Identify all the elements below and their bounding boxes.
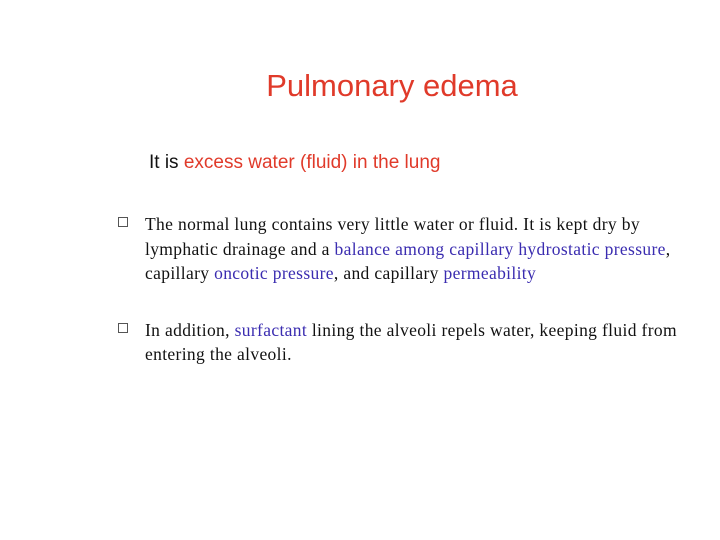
bullet-highlight: permeability	[443, 263, 537, 284]
bullet-highlight: surfactant	[234, 319, 308, 340]
bullet-highlight: balance among capillary hydrostatic pressure	[334, 238, 666, 259]
bullet-list	[118, 212, 708, 367]
bullet-text: , and capillary	[333, 263, 444, 284]
square-bullet-icon	[118, 323, 128, 333]
subtitle-prefix: It is	[149, 152, 184, 173]
subtitle-highlight: excess water (fluid) in the lung	[183, 152, 441, 173]
bullet-text: lining the alveoli repels water, keeping fluid from entering the alveoli.	[145, 319, 677, 365]
square-bullet-icon	[118, 217, 128, 227]
bullet-item-normal-lung	[118, 212, 708, 286]
bullet-item-surfactant	[118, 318, 708, 367]
bullet-text: In addition,	[145, 319, 235, 340]
slide-subtitle	[149, 150, 440, 176]
bullet-highlight: oncotic pressure	[214, 263, 334, 284]
slide-title: Pulmonary edema	[266, 68, 518, 103]
bullet-text: , capillary	[145, 238, 671, 284]
bullet-text: The normal lung contains very little water or fluid. It is kept dry by lymphatic drainage and a	[145, 214, 640, 259]
